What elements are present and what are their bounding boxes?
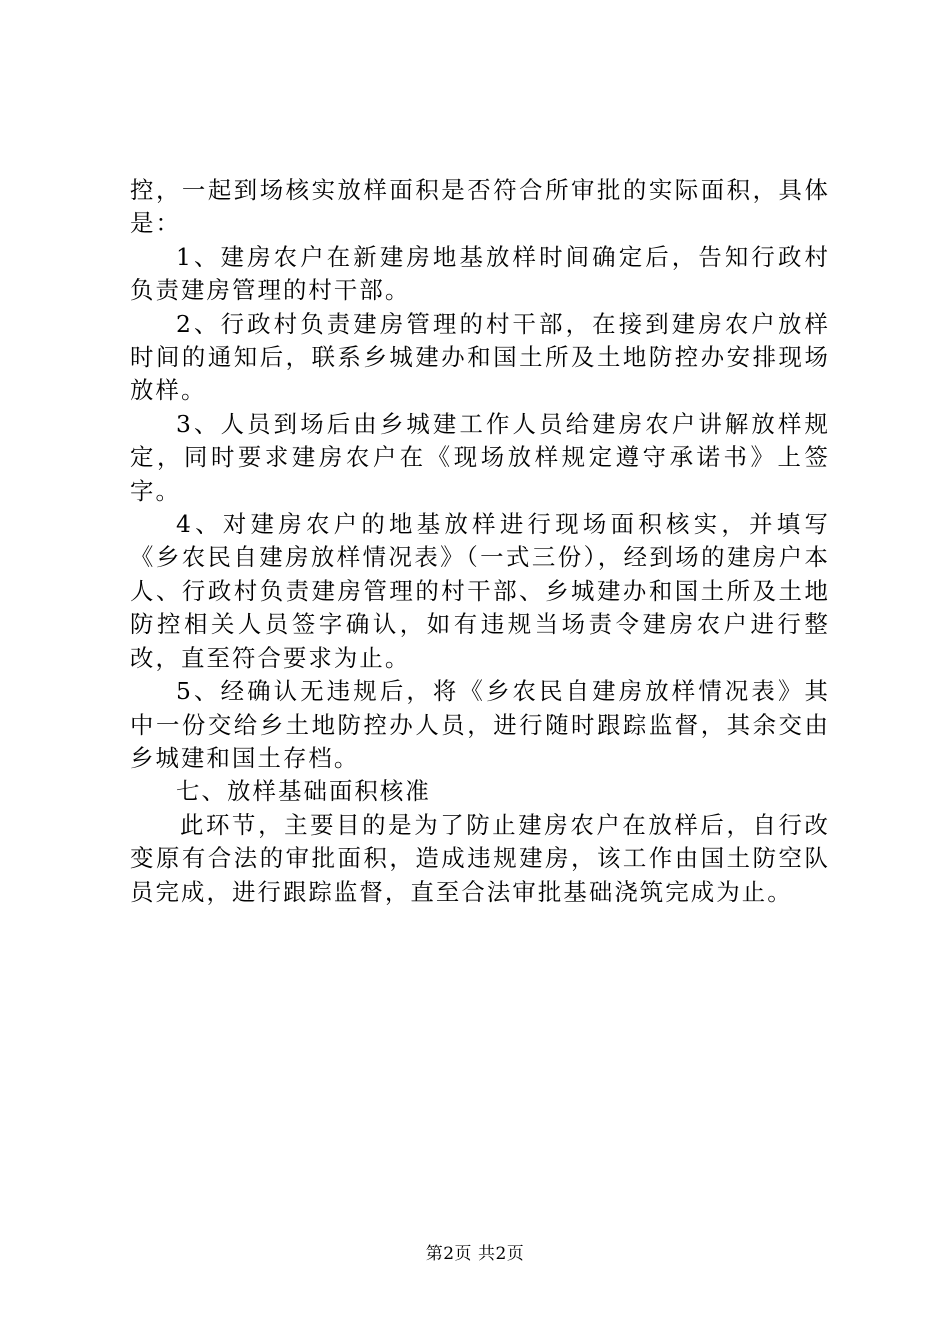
page-number-footer: 第2页 共2页 (425, 1244, 525, 1264)
paragraph-item-3: 3、人员到场后由乡城建工作人员给建房农户讲解放样规定，同时要求建房农户在《现场放样规定遵守承诺书》上签字。 (130, 409, 830, 505)
paragraph-item-1: 1、建房农户在新建房地基放样时间确定后，告知行政村负责建房管理的村干部。 (130, 242, 830, 305)
section-heading-seven: 七、放样基础面积核准 (176, 777, 431, 806)
paragraph-item-4: 4、对建房农户的地基放样进行现场面积核实，并填写《乡农民自建房放样情况表》（一式三份），经到场的建房户本人、行政村负责建房管理的村干部、乡城建办和国土所及土地防控相关人员签字确认，如有违规当场责令建房农户进行整改，直至符合要求为止。 (130, 510, 830, 672)
paragraph-section-seven-body: 此环节，主要目的是为了防止建房农户在放样后，自行改变原有合法的审批面积，造成违规建房，该工作由国土防空队员完成，进行跟踪监督，直至合法审批基础浇筑完成为止。 (130, 810, 830, 906)
document-body (130, 174, 830, 909)
paragraph-item-2: 2、行政村负责建房管理的村干部，在接到建房农户放样时间的通知后，联系乡城建办和国土所及土地防控办安排现场放样。 (130, 309, 830, 405)
paragraph-item-5: 5、经确认无违规后，将《乡农民自建房放样情况表》其中一份交给乡土地防控办人员，进行随时跟踪监督，其余交由乡城建和国土存档。 (130, 677, 830, 772)
paragraph-continuation: 控，一起到场核实放样面积是否符合所审批的实际面积，具体是： (130, 176, 830, 238)
